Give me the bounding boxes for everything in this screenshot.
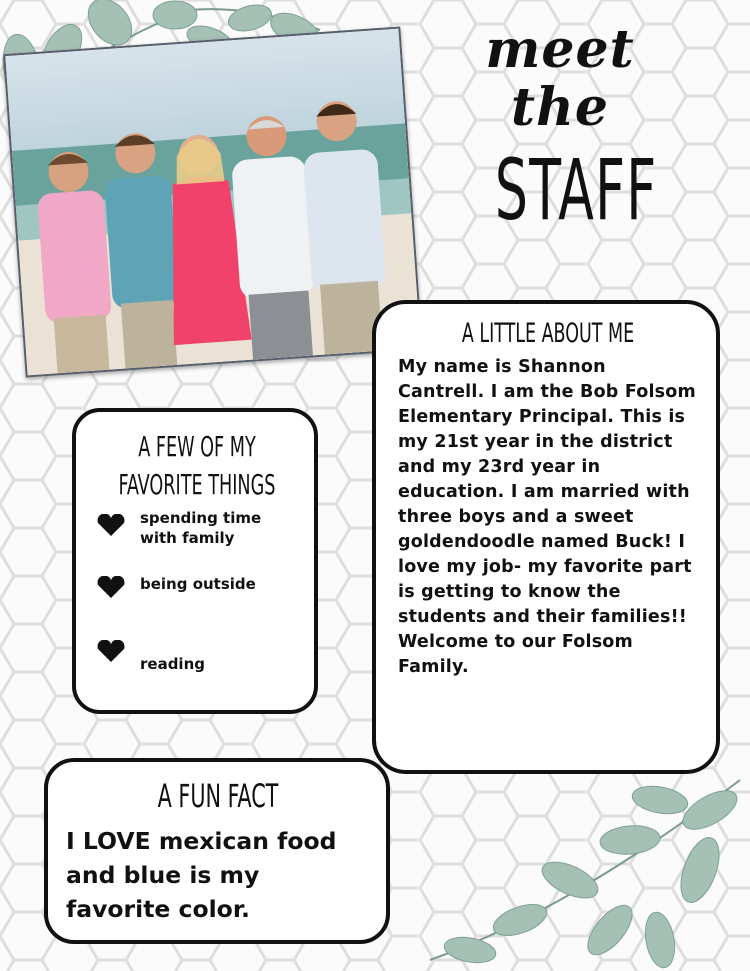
eucalyptus-leaves-bottom [410, 770, 750, 971]
about-me-heading: A LITTLE ABOUT ME [461, 318, 635, 349]
page-title [455, 18, 665, 239]
favorite-item [92, 566, 302, 634]
favorite-heading-line1: A FEW OF MY [138, 430, 256, 463]
heart-icon [96, 576, 126, 598]
fun-fact-heading: A FUN FACT [157, 777, 279, 815]
family-photo [3, 27, 423, 378]
favorite-item-label: reading [140, 655, 205, 673]
heart-icon [96, 640, 126, 662]
title-line-the: the [511, 77, 609, 138]
favorite-item [92, 634, 302, 674]
favorite-things-list [92, 508, 302, 674]
favorite-item [92, 508, 302, 566]
favorite-things-heading [103, 428, 292, 504]
favorite-heading-line2: FAVORITE THINGS [118, 468, 276, 501]
fun-fact-text: I LOVE mexican food and blue is my favorite color. [66, 827, 337, 923]
about-me-box [372, 300, 720, 774]
fun-fact-box [44, 758, 390, 944]
about-me-text: My name is Shannon Cantrell. I am the Bob Folsom Elementary Principal. This is my 21st year in the district and my 23rd year in education. I am married with three boys and a sweet goldendoodle named Buck! I love my job- my favorite part is getting to know the students and their families!! Welcome to our Folsom Family. [398, 357, 696, 677]
favorite-item-label: spending time with family [140, 509, 262, 547]
favorite-things-box [72, 408, 318, 714]
heart-icon [96, 514, 126, 536]
title-line-staff: STAFF [494, 141, 658, 239]
title-line-meet: meet [485, 19, 635, 80]
favorite-item-label: being outside [140, 575, 256, 593]
